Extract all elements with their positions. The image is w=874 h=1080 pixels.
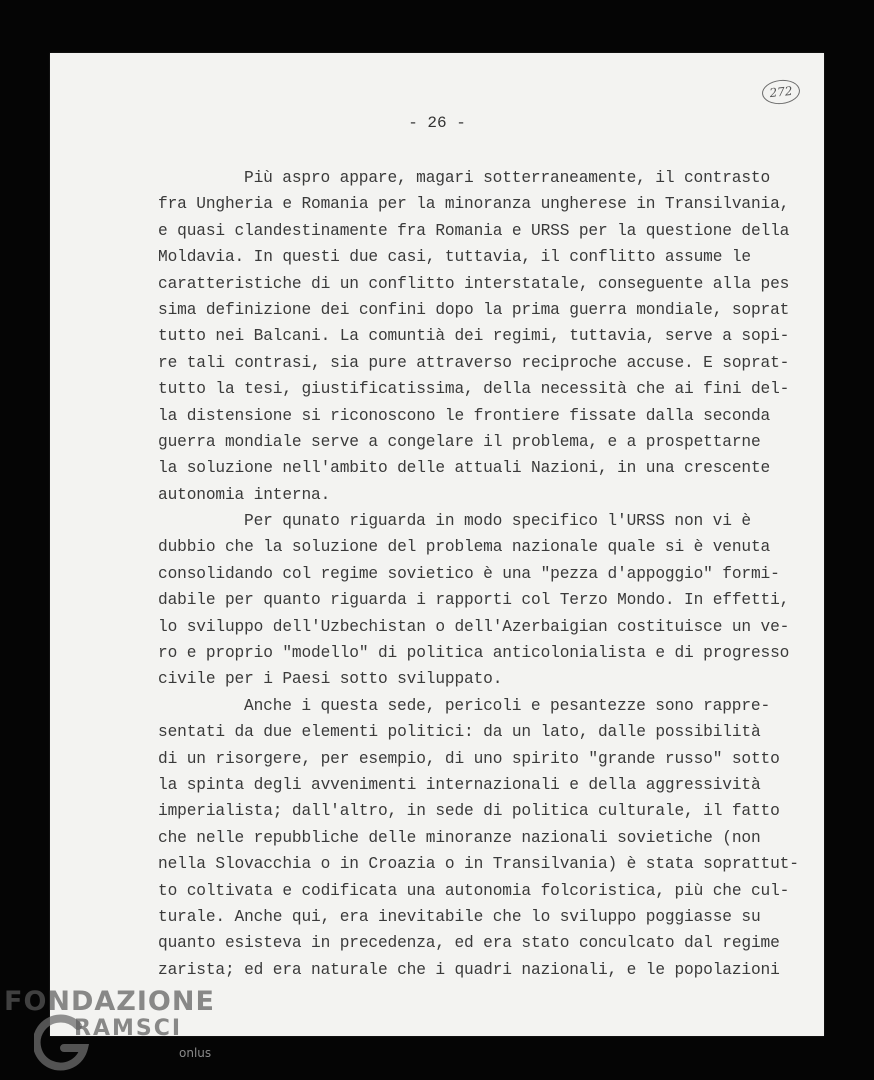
text-line: e quasi clandestinamente fra Romania e URSS per la questione della (158, 221, 790, 240)
fondazione-gramsci-logo (4, 986, 234, 1076)
text-line: zarista; ed era naturale che i quadri nazionali, e le popolazioni (158, 960, 780, 979)
text-line: turale. Anche qui, era inevitabile che lo sviluppo poggiasse su (158, 907, 761, 926)
text-line: dabile per quanto riguarda i rapporti col Terzo Mondo. In effetti, (158, 591, 790, 610)
page-number: - 26 - (408, 114, 466, 132)
text-line: Moldavia. In questi due casi, tuttavia, il conflitto assume le (158, 248, 751, 267)
text-line: Anche i questa sede, pericoli e pesantezze sono rappre- (244, 696, 771, 715)
text-line: consolidando col regime sovietico è una "pezza d'appoggio" formi- (158, 564, 780, 583)
text-line: sima definizione dei confini dopo la prima guerra mondiale, soprat (158, 300, 790, 319)
text-line: la distensione si riconoscono le frontiere fissate dalla seconda (158, 406, 771, 425)
text-line: dubbio che la soluzione del problema nazionale quale si è venuta (158, 538, 771, 557)
logo-word-fondazione: FONDAZIONE (4, 986, 215, 1017)
text-line: civile per i Paesi sotto sviluppato. (158, 670, 503, 689)
text-line: la spinta degli avvenimenti internazionali e della aggressività (158, 775, 761, 794)
text-line: Più aspro appare, magari sotterraneamente, il contrasto (244, 169, 771, 187)
text-line: tutto nei Balcani. La comuntià dei regimi, tuttavia, serve a sopi- (158, 327, 790, 346)
text-line: imperialista; dall'altro, in sede di politica culturale, il fatto (158, 802, 780, 821)
text-line: di un risorgere, per esempio, di uno spirito "grande russo" sotto (158, 749, 780, 768)
text-line: to coltivata e codificata una autonomia folcoristica, più che cul- (158, 881, 790, 900)
text-line: caratteristiche di un conflitto interstatale, conseguente alla pes (158, 274, 790, 293)
text-line: Per qunato riguarda in modo specifico l'URSS non vi è (244, 512, 751, 531)
archive-number-stamp: 272 (761, 78, 801, 106)
text-line: che nelle repubbliche delle minoranze nazionali sovietiche (non (158, 828, 761, 847)
text-line: fra Ungheria e Romania per la minoranza ungherese in Transilvania, (158, 195, 790, 214)
text-line: nella Slovacchia o in Croazia o in Transilvania) è stata soprattut- (158, 855, 799, 874)
text-line: lo sviluppo dell'Uzbechistan o dell'Azerbaigian costituisce un ve- (158, 617, 790, 636)
typewritten-body (158, 165, 799, 983)
text-line: ro e proprio "modello" di politica anticolonialista e di progresso (158, 644, 790, 663)
text-line: la soluzione nell'ambito delle attuali Nazioni, in una crescente (158, 459, 771, 478)
text-line: quanto esisteva in precedenza, ed era stato conculcato dal regime (158, 934, 780, 953)
text-line: re tali contrasi, sia pure attraverso reciproche accuse. E soprat- (158, 353, 790, 372)
text-line: sentati da due elementi politici: da un lato, dalle possibilità (158, 723, 761, 742)
text-line: autonomia interna. (158, 485, 331, 504)
logo-word-gramsci: RAMSCI (74, 1016, 183, 1041)
logo-subtitle: onlus (179, 1046, 212, 1060)
text-line: tutto la tesi, giustificatissima, della necessità che ai fini del- (158, 380, 790, 399)
text-line: guerra mondiale serve a congelare il problema, e a prospettarne (158, 432, 761, 451)
